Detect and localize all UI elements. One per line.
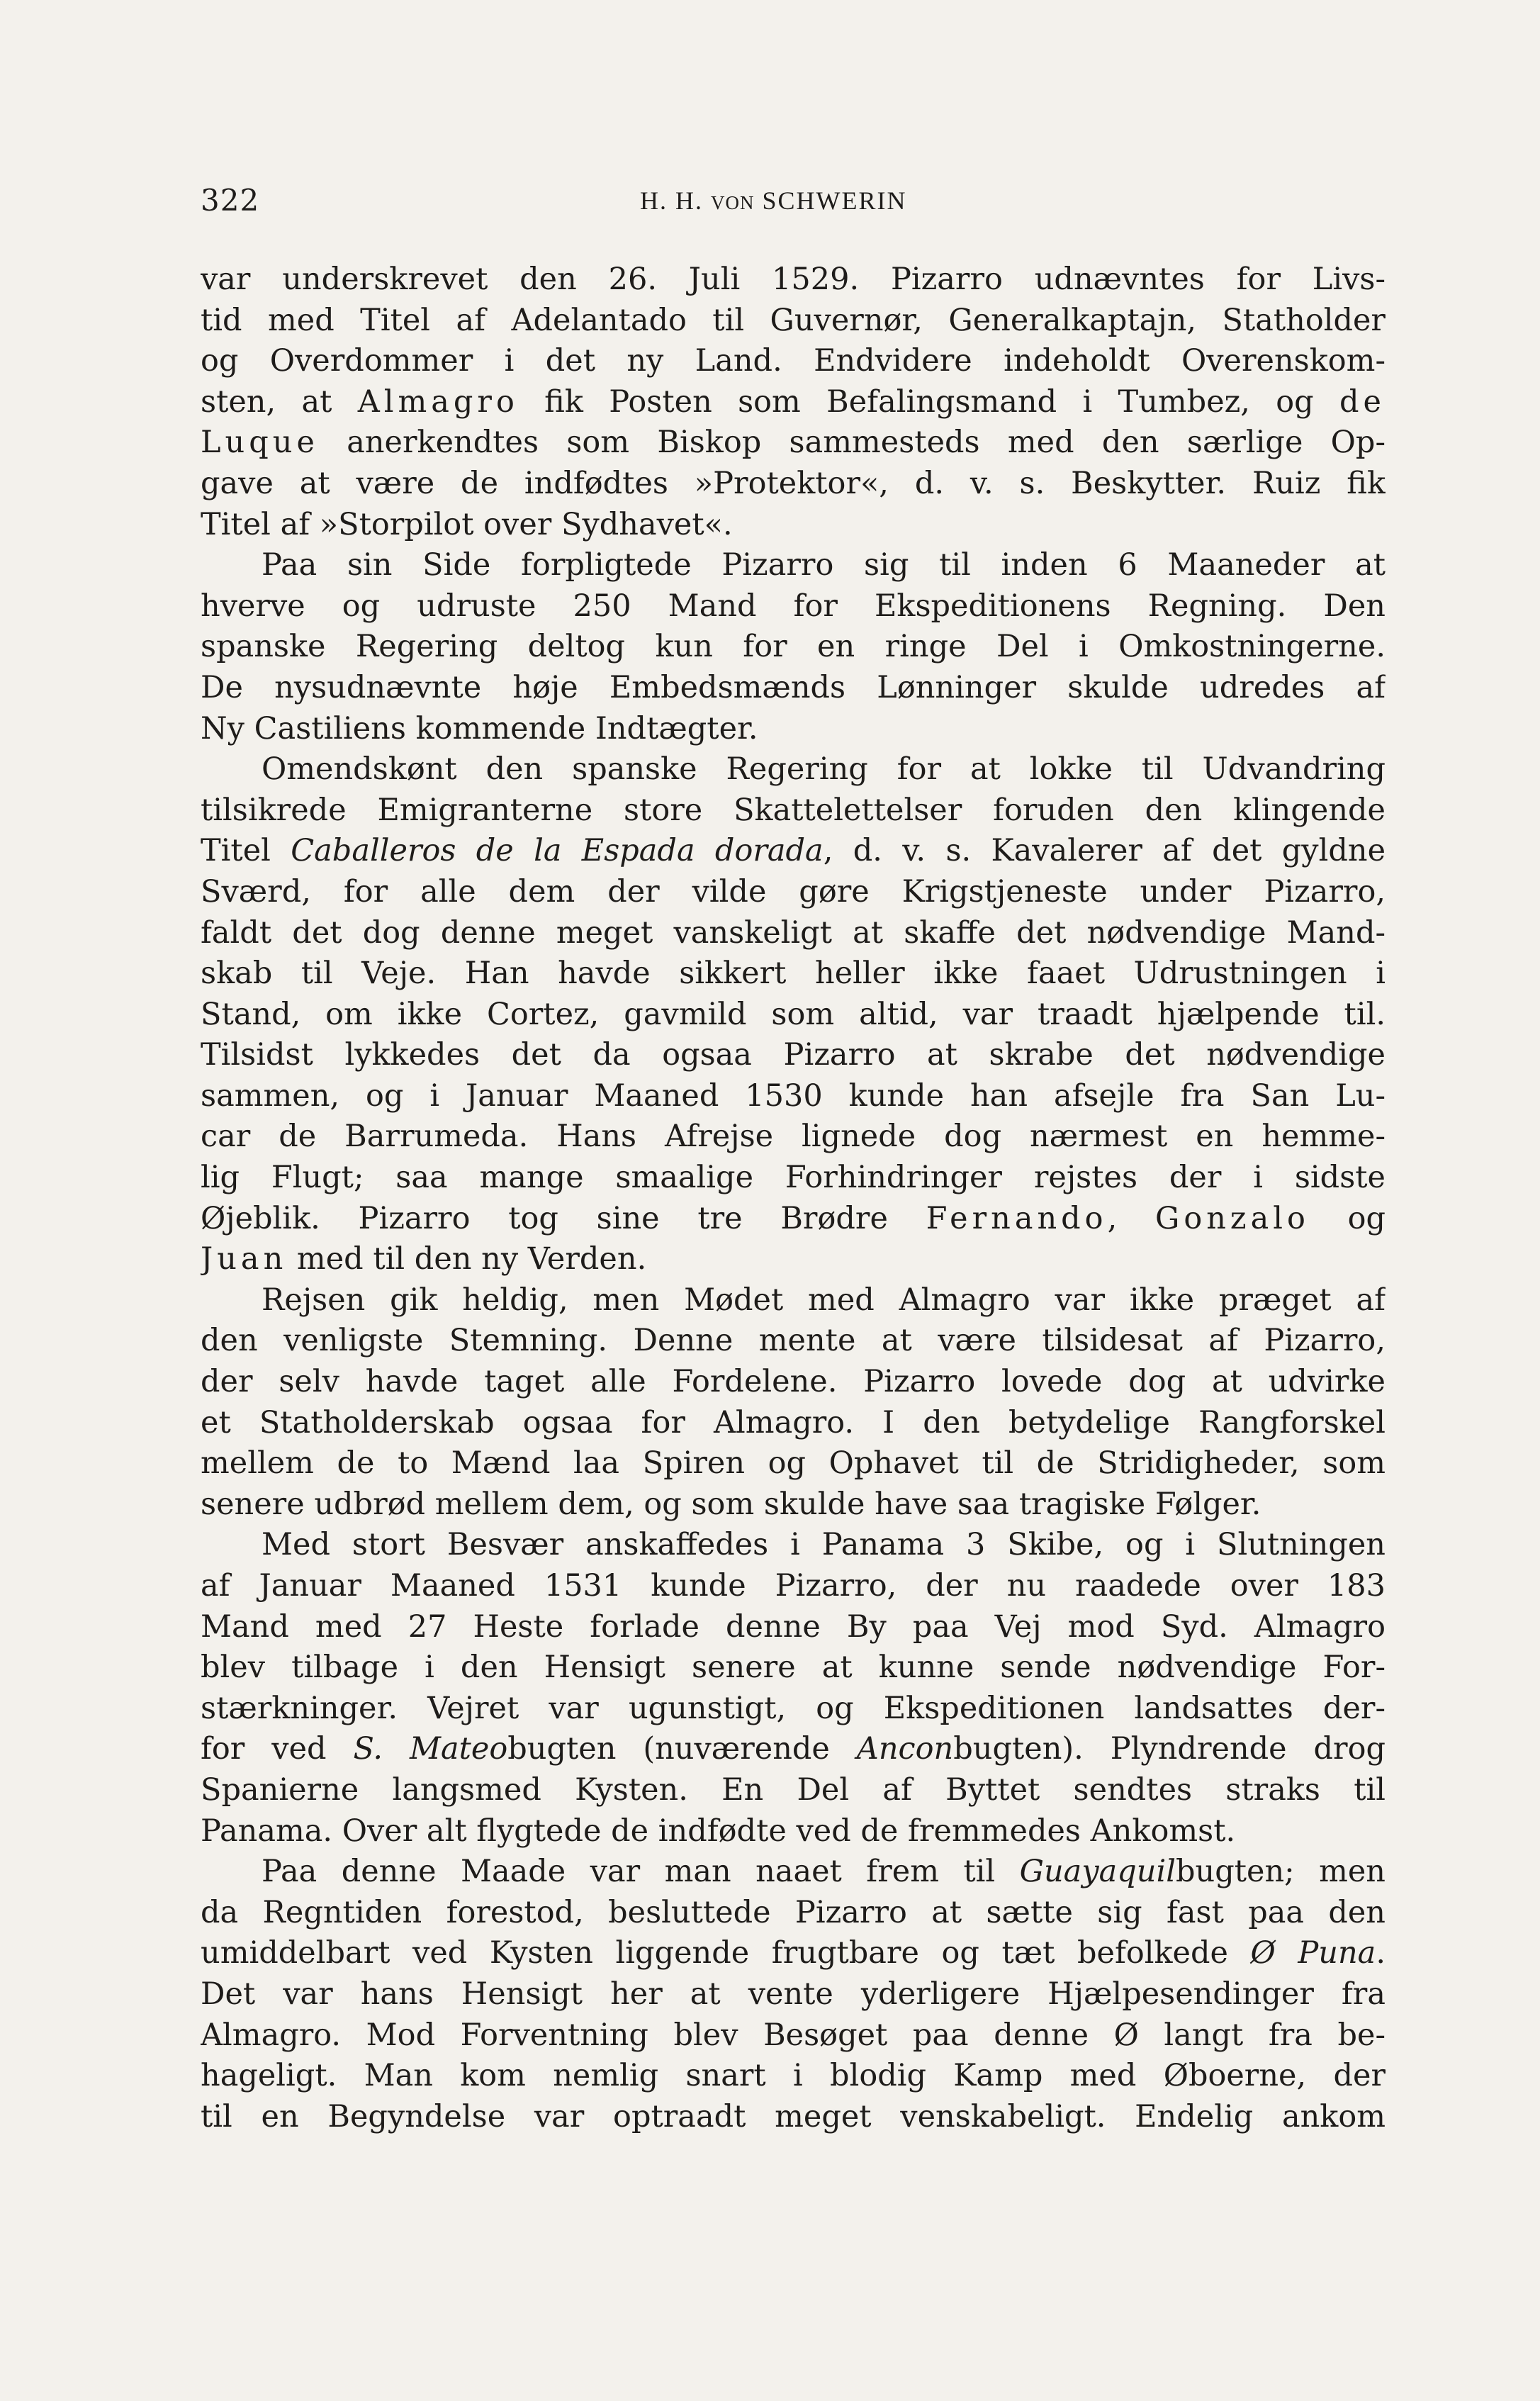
- line-text: for ved: [201, 1731, 354, 1767]
- text-line: [201, 790, 1386, 832]
- line-text: ,: [1107, 1200, 1155, 1236]
- line-text: Stand, om ikke Cortez, gavmild som altid, var traadt hjælpende til.: [201, 996, 1386, 1032]
- line-text: tid med Titel af Adelantado til Guvernør, Generalkaptajn, Statholder: [201, 302, 1386, 338]
- line-text: Med stort Besvær anskaffedes i Panama 3 Skibe, og i Slutningen: [262, 1527, 1386, 1563]
- italic-term: Ancon: [856, 1731, 954, 1767]
- author-particle: VON: [711, 192, 755, 213]
- text-line: [201, 1770, 1386, 1811]
- italic-term: S. Mateo: [353, 1731, 508, 1767]
- line-text: der selv havde taget alle Fordelene. Pizarro lovede dog at udvirke: [201, 1364, 1386, 1400]
- line-text: Rejsen gik heldig, men Mødet med Almagro var ikke præget af: [262, 1282, 1386, 1318]
- text-line: [201, 1076, 1386, 1117]
- text-line: [201, 1974, 1386, 2015]
- line-text: car de Barrumeda. Hans Afrejse lignede dog nærmest en hemme-: [201, 1119, 1386, 1155]
- spaced-name: Luque: [201, 425, 319, 461]
- line-text: Sværd, for alle dem der vilde gøre Krigstjeneste under Pizarro,: [201, 873, 1386, 910]
- line-text: til en Begyndelse var optraadt meget venskabeligt. Endelig ankom: [201, 2098, 1386, 2134]
- running-head: [640, 186, 907, 216]
- text-line: [201, 586, 1386, 627]
- spaced-name: de: [1339, 384, 1386, 420]
- text-line: [201, 913, 1386, 954]
- text-line: [201, 259, 1386, 301]
- line-text: Almagro. Mod Forventning blev Besøget paa denne Ø langt fra be-: [201, 2017, 1386, 2053]
- italic-term: Ø Puna: [1250, 1935, 1376, 1971]
- author-initials: H. H.: [640, 186, 703, 215]
- line-text: var underskrevet den 26. Juli 1529. Pizarro udnævntes for Livs-: [201, 262, 1386, 297]
- text-line: [201, 953, 1386, 995]
- line-text: Øjeblik. Pizarro tog sine tre Brødre: [201, 1200, 926, 1236]
- text-line: [201, 1362, 1386, 1403]
- italic-term: Guayaquil: [1019, 1854, 1176, 1890]
- line-text: gave at være de indfødtes »Protektor«, d. v. s. Beskytter. Ruiz fik: [201, 465, 1386, 501]
- text-line: [201, 1116, 1386, 1158]
- text-line: [201, 831, 1386, 872]
- text-line: [201, 301, 1386, 342]
- text-line: [201, 668, 1386, 709]
- text-line: [201, 1199, 1386, 1240]
- line-text: , d. v. s. Kavalerer af det gyldne: [823, 833, 1386, 869]
- spaced-name: Fernando: [926, 1200, 1108, 1236]
- line-text: mellem de to Mænd laa Spiren og Ophavet til de Stridigheder, som: [201, 1445, 1386, 1482]
- text-line: [201, 1525, 1386, 1566]
- line-text: blev tilbage i den Hensigt senere at kunne sende nødvendige For-: [201, 1650, 1386, 1686]
- line-text: med til den ny Verden.: [287, 1241, 647, 1277]
- text-line: [201, 872, 1386, 913]
- line-text: bugten). Plyndrende drog: [953, 1731, 1386, 1767]
- author-surname: SCHWERIN: [762, 186, 907, 215]
- line-text: Det var hans Hensigt her at vente yderligere Hjælpesendinger fra: [201, 1976, 1386, 2012]
- line-text: hageligt. Man kom nemlig snart i blodig Kamp med Øboerne, der: [201, 2058, 1386, 2094]
- text-line: [201, 1729, 1386, 1770]
- text-line: [201, 1933, 1386, 1974]
- page-header: [201, 183, 1400, 217]
- text-line: [201, 382, 1386, 423]
- line-text: hverve og udruste 250 Mand for Ekspeditionens Regning. Den: [201, 588, 1386, 624]
- text-line: [201, 464, 1386, 505]
- line-text: og Overdommer i det ny Land. Endvidere indeholdt Overenskom-: [201, 343, 1386, 379]
- text-line: [201, 1811, 1386, 1852]
- text-line: [201, 2015, 1386, 2056]
- text-line: [201, 545, 1386, 586]
- text-line: [201, 1280, 1386, 1321]
- text-line: [201, 1607, 1386, 1648]
- line-text: faldt det dog denne meget vanskeligt at skaffe det nødvendige Mand-: [201, 914, 1386, 951]
- text-line: [201, 749, 1386, 790]
- text-line: [201, 1893, 1386, 1934]
- line-text: bugten; men: [1175, 1854, 1386, 1890]
- spaced-name: Almagro: [357, 384, 519, 420]
- text-line: [201, 2097, 1386, 2138]
- text-line: [201, 505, 1386, 546]
- line-text: den venligste Stemning. Denne mente at være tilsidesat af Pizarro,: [201, 1323, 1386, 1359]
- line-text: Omendskønt den spanske Regering for at lokke til Udvandring: [262, 751, 1386, 788]
- line-text: Paa denne Maade var man naaet frem til: [262, 1854, 1020, 1890]
- line-text: De nysudnævnte høje Embedsmænds Lønninger skulde udredes af: [201, 669, 1386, 705]
- text-line: [201, 1443, 1386, 1484]
- text-line: [201, 1566, 1386, 1607]
- line-text: stærkninger. Vejret var ugunstigt, og Ekspeditionen landsattes der-: [201, 1690, 1386, 1726]
- line-text: skab til Veje. Han havde sikkert heller ikke faaet Udrustningen i: [201, 956, 1386, 992]
- text-line: [201, 341, 1386, 382]
- text-line: [201, 1403, 1386, 1444]
- line-text: sammen, og i Januar Maaned 1530 kunde han afsejle fra San Lu-: [201, 1078, 1386, 1114]
- italic-term: Caballeros de la Espada dorada: [291, 833, 824, 869]
- line-text: umiddelbart ved Kysten liggende frugtbare og tæt befolkede: [201, 1935, 1251, 1971]
- line-text: et Statholderskab ogsaa for Almagro. I den betydelige Rangforskel: [201, 1404, 1386, 1440]
- line-text: Titel: [201, 833, 291, 869]
- text-line: [201, 1689, 1386, 1730]
- text-line: [201, 1321, 1386, 1362]
- line-text: Panama. Over alt flygtede de indfødte ved de fremmedes Ankomst.: [201, 1813, 1236, 1849]
- line-text: af Januar Maaned 1531 kunde Pizarro, der nu raadede over 183: [201, 1568, 1386, 1604]
- spaced-name: Gonzalo: [1154, 1200, 1310, 1236]
- line-text: Titel af »Storpilot over Sydhavet«.: [201, 506, 733, 542]
- line-text: og: [1309, 1200, 1386, 1236]
- text-line: [201, 709, 1386, 750]
- line-text: tilsikrede Emigranterne store Skattelettelser foruden den klingende: [201, 792, 1386, 828]
- line-text: .: [1376, 1935, 1386, 1971]
- text-line: [201, 1647, 1386, 1689]
- text-line: [201, 1239, 1386, 1280]
- line-text: Paa sin Side forpligtede Pizarro sig til inden 6 Maaneder at: [262, 547, 1386, 583]
- line-text: fik Posten som Befalingsmand i Tumbez, og: [518, 384, 1339, 420]
- line-text: anerkendtes som Biskop sammesteds med den særlige Op-: [318, 425, 1386, 461]
- line-text: sten, at: [201, 384, 358, 420]
- line-text: Ny Castiliens kommende Indtægter.: [201, 710, 758, 746]
- line-text: bugten (nuværende: [507, 1731, 857, 1767]
- line-text: Mand med 27 Heste forlade denne By paa Vej mod Syd. Almagro: [201, 1608, 1386, 1645]
- line-text: senere udbrød mellem dem, og som skulde have saa tragiske Følger.: [201, 1486, 1261, 1522]
- text-line: [201, 995, 1386, 1036]
- text-line: [201, 422, 1386, 464]
- line-text: da Regntiden forestod, besluttede Pizarro at sætte sig fast paa den: [201, 1894, 1386, 1930]
- text-line: [201, 1484, 1386, 1526]
- text-line: [201, 1035, 1386, 1076]
- text-line: [201, 1158, 1386, 1199]
- text-line: [201, 1852, 1386, 1893]
- text-line: [201, 2056, 1386, 2097]
- body-text: [201, 259, 1386, 2137]
- line-text: lig Flugt; saa mange smaalige Forhindringer rejstes der i sidste: [201, 1160, 1386, 1196]
- spaced-name: Juan: [201, 1241, 288, 1277]
- text-line: [201, 627, 1386, 668]
- line-text: Tilsidst lykkedes det da ogsaa Pizarro at skrabe det nødvendige: [201, 1037, 1386, 1073]
- line-text: spanske Regering deltog kun for en ringe Del i Omkostningerne.: [201, 629, 1386, 665]
- page-number: 322: [201, 183, 260, 218]
- line-text: Spanierne langsmed Kysten. En Del af Byttet sendtes straks til: [201, 1772, 1386, 1808]
